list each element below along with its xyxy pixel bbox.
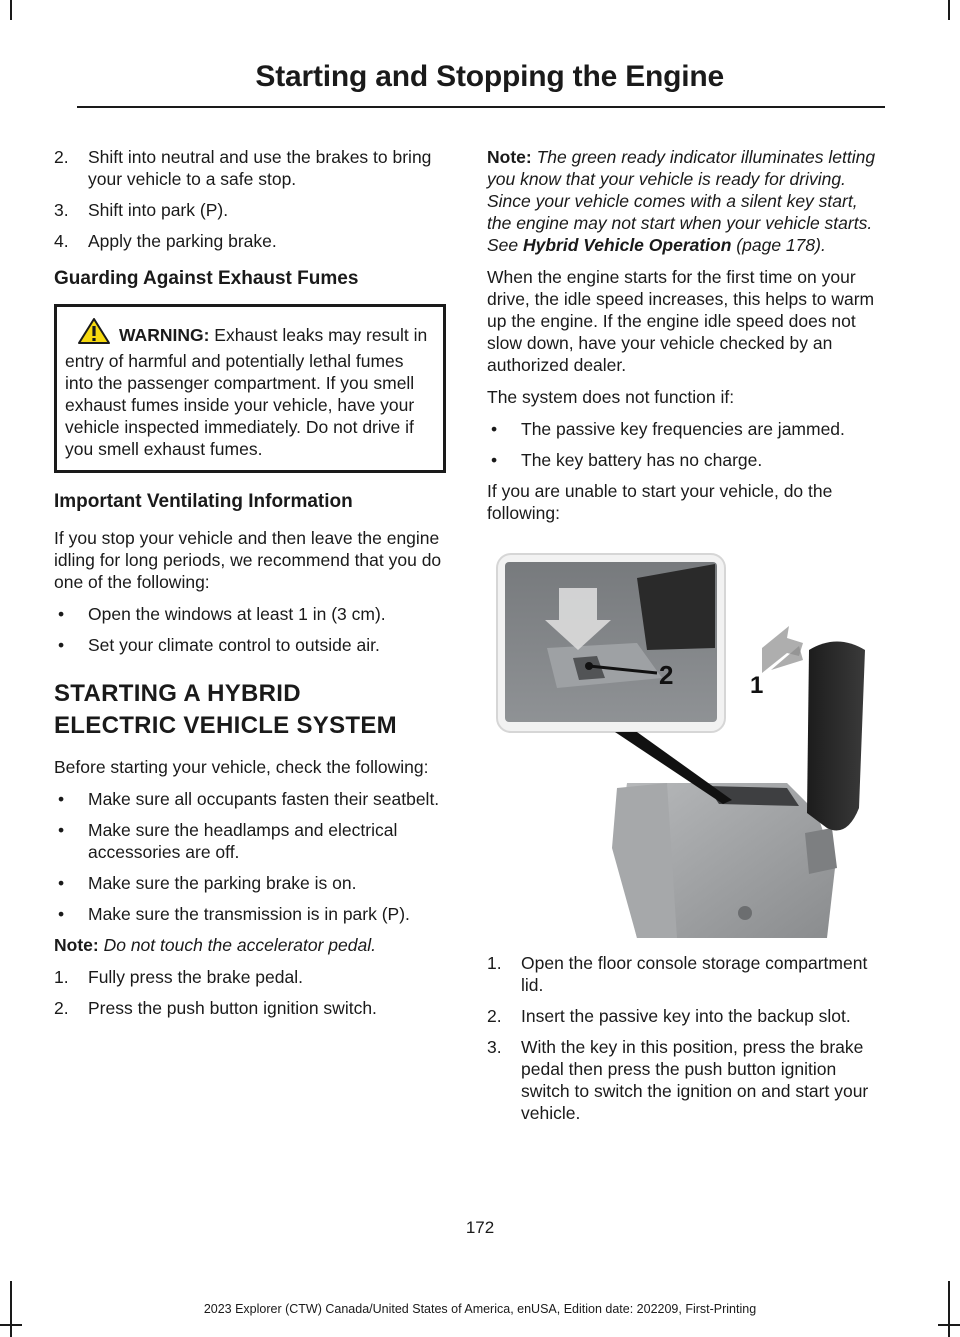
section-heading-ventilating: Important Ventilating Information xyxy=(54,491,353,512)
list-number: 1. xyxy=(54,967,69,987)
list-item xyxy=(54,966,446,988)
list-item xyxy=(487,1036,881,1124)
note-link[interactable]: Hybrid Vehicle Operation xyxy=(523,235,732,255)
paragraph: When the engine starts for the first time on your drive, the idle speed increases, this helps to warm up the engine. If the engine idle speed does not slow down, have your vehicle checked by an authorized dealer. xyxy=(487,267,875,375)
list-number: 1. xyxy=(487,953,502,973)
bullet-text: The key battery has no charge. xyxy=(521,450,763,470)
warning-box xyxy=(54,304,446,473)
bullet-text: Open the windows at least 1 in (3 cm). xyxy=(88,604,386,624)
page-number: 172 xyxy=(465,1218,495,1237)
list-number: 2. xyxy=(54,998,69,1018)
list-item xyxy=(54,146,446,190)
bullet-icon: • xyxy=(491,419,498,439)
crop-mark-tl-v xyxy=(10,0,12,20)
heading-line-2: ELECTRIC VEHICLE SYSTEM xyxy=(54,712,397,739)
list-text: Open the floor console storage compartment lid. xyxy=(521,953,868,995)
bullet-item xyxy=(487,418,881,440)
bullet-text: Make sure all occupants fasten their seatbelt. xyxy=(88,789,440,809)
list-text: With the key in this position, press the brake pedal then press the push button ignition switch to switch the ignition on and start your vehicle. xyxy=(521,1037,869,1123)
list-text: Fully press the brake pedal. xyxy=(88,967,303,987)
heading-line-1: STARTING A HYBRID xyxy=(54,680,301,707)
warning-text: Exhaust leaks may result in entry of harmful and potentially lethal fumes into the passenger compartment. If you smell exhaust fumes inside your vehicle, have your vehicle inspected immediately. Do not drive if you smell exhaust fumes. xyxy=(65,325,428,459)
note-label: Note: xyxy=(54,935,99,955)
bullet-icon: • xyxy=(58,820,65,840)
bullet-icon: • xyxy=(58,635,65,655)
crop-mark-br-h xyxy=(938,1324,960,1326)
list-item xyxy=(54,199,446,221)
note-text: Do not touch the accelerator pedal. xyxy=(98,935,376,955)
console-left-trim xyxy=(612,783,677,938)
header-rule xyxy=(77,106,885,108)
paragraph: If you are unable to start your vehicle, do the following: xyxy=(487,481,833,523)
paragraph: The system does not function if: xyxy=(487,387,735,407)
list-text: Apply the parking brake. xyxy=(88,231,277,251)
footer-edition: 2023 Explorer (CTW) Canada/United States of America, enUSA, Edition date: 202209, First-Printing xyxy=(203,1302,757,1316)
console-backup-slot-illustration xyxy=(487,538,879,938)
bullet-item xyxy=(54,634,446,656)
bullet-text: Make sure the transmission is in park (P). xyxy=(88,904,410,924)
bullet-icon: • xyxy=(58,604,65,624)
bullet-item xyxy=(54,903,446,925)
inset-dark-panel xyxy=(637,564,715,650)
console-illustration-svg xyxy=(487,538,879,938)
note-label: Note: xyxy=(487,147,532,167)
bullet-text: The passive key frequencies are jammed. xyxy=(521,419,845,439)
paragraph: Before starting your vehicle, check the following: xyxy=(54,757,429,777)
paragraph: If you stop your vehicle and then leave the engine idling for long periods, we recommend that you do one of the following: xyxy=(54,528,442,592)
callout-2: 2 xyxy=(659,660,674,690)
right-column xyxy=(487,146,881,1133)
list-text: Shift into neutral and use the brakes to bring your vehicle to a safe stop. xyxy=(88,147,432,189)
console-lid xyxy=(807,642,865,831)
list-number: 4. xyxy=(54,231,69,251)
list-text: Press the push button ignition switch. xyxy=(88,998,377,1018)
note xyxy=(487,146,881,256)
warning-triangle-icon xyxy=(77,317,111,350)
bullet-item xyxy=(487,449,881,471)
bullet-icon: • xyxy=(58,789,65,809)
bullet-icon: • xyxy=(58,873,65,893)
console-buttons xyxy=(805,828,837,874)
list-text: Shift into park (P). xyxy=(88,200,229,220)
list-number: 2. xyxy=(54,147,69,167)
crop-mark-bl-h xyxy=(0,1324,22,1326)
bullet-text: Set your climate control to outside air. xyxy=(88,635,380,655)
list-item xyxy=(487,1005,881,1027)
page-title: Starting and Stopping the Engine xyxy=(255,60,724,93)
bullet-item xyxy=(54,872,446,894)
bullet-text: Make sure the headlamps and electrical accessories are off. xyxy=(88,820,398,862)
list-text: Insert the passive key into the backup slot. xyxy=(521,1006,851,1026)
note-page-ref: (page 178). xyxy=(731,235,826,255)
left-column xyxy=(54,146,446,1028)
section-heading-exhaust: Guarding Against Exhaust Fumes xyxy=(54,268,359,289)
bullet-icon: • xyxy=(58,904,65,924)
crop-mark-tr-v xyxy=(948,0,950,20)
list-item xyxy=(54,230,446,252)
bullet-item xyxy=(54,603,446,625)
bullet-icon: • xyxy=(491,450,498,470)
bullet-text: Make sure the parking brake is on. xyxy=(88,873,357,893)
list-item xyxy=(54,997,446,1019)
bullet-item xyxy=(54,788,446,810)
list-item xyxy=(487,952,881,996)
list-number: 2. xyxy=(487,1006,502,1026)
bullet-item xyxy=(54,819,446,863)
warning-label: WARNING: xyxy=(119,325,210,345)
list-number: 3. xyxy=(54,200,69,220)
note xyxy=(54,934,446,956)
section-heading-hybrid xyxy=(54,678,446,742)
note-text: The green ready indicator illuminates letting you know that your vehicle is ready for driving. Since your vehicle comes with a silent key start, the engine may not start when your vehicle starts. See xyxy=(487,147,876,255)
callout-1: 1 xyxy=(750,672,764,699)
inset-callout-dot xyxy=(585,662,593,670)
console-cup-detail xyxy=(738,906,752,920)
list-number: 3. xyxy=(487,1037,502,1057)
